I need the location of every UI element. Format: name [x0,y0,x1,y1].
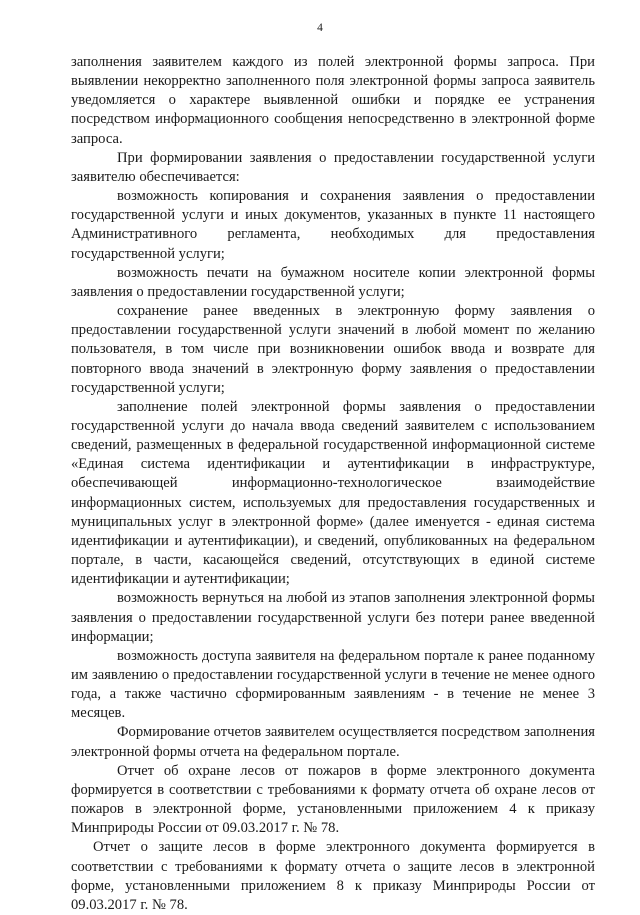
paragraph-save-values: сохранение ранее введенных в электронную форму заявления о предоставлении государственной услуги значений в любой момент по желанию пользователя, в том числе при возникновении ошибок ввода и возврате для повторного ввода значений в электронную форму заявления о предоставлении государственной услуги; [71,303,595,396]
page-number: 4 [317,22,323,34]
paragraph-copy-save: возможность копирования и сохранения заявления о предоставлении государственной услуги и иных документов, указанных в пункте 11 настоящего Административного регламента, необходимых для предоставления государственной услуги; [71,188,595,262]
paragraph-form-intro: При формировании заявления о предоставлении государственной услуги заявителю обеспечивается: [71,149,595,185]
paragraph-reports: Формирование отчетов заявителем осуществляется посредством заполнения электронной формы отчета на федеральном портале. [71,724,595,760]
paragraph-access: возможность доступа заявителя на федеральном портале к ранее поданному им заявлению о предоставлении государственной услуги в течение не менее одного года, а также частично сформированным заявлениям - в течение не менее 3 месяцев. [71,647,595,722]
paragraph-return-step: возможность вернуться на любой из этапов заполнения электронной формы заявления о предоставлении государственной услуги без потери ранее введенной информации; [71,590,595,645]
paragraph-print: возможность печати на бумажном носителе копии электронной формы заявления о предоставлении государственной услуги; [71,264,595,300]
document-body [71,53,595,915]
paragraph-continuation: заполнения заявителем каждого из полей электронной формы запроса. При выявлении некорректно заполненного поля электронной формы запроса заявитель уведомляется о характере выявленной ошибки и порядке ее устранения посредством информационного сообщения непосредственно в электронной форме запроса. [71,54,595,147]
paragraph-autofill: заполнение полей электронной формы заявления о предоставлении государственной услуги до начала ввода сведений заявителем с использованием сведений, размещенных в федеральной государственной информационной системе «Единая система идентификации и аутентификации в инфраструктуре, обеспечивающей информационно-технологическое взаимодействие информационных систем, используемых для предоставления государственных и муниципальных услуг в электронной форме» (далее именуется - единая система идентификации и аутентификации), и сведений, опубликованных на федеральном портале, в части, касающейся сведений, отсутствующих в единой системе идентификации и аутентификации; [71,398,595,588]
paragraph-protection-report: Отчет о защите лесов в форме электронного документа формируется в соответствии с требованиями к формату отчета о защите лесов в электронной форме, установленными приложением 8 к приказу Минприроды России от 09.03.2017 г. № 78. [71,839,595,913]
paragraph-fire-report: Отчет об охране лесов от пожаров в форме электронного документа формируется в соответствии с требованиями к формату отчета об охране лесов от пожаров в электронной форме, установленными приложением 4 к приказу Минприроды России от 09.03.2017 г. № 78. [71,762,595,837]
